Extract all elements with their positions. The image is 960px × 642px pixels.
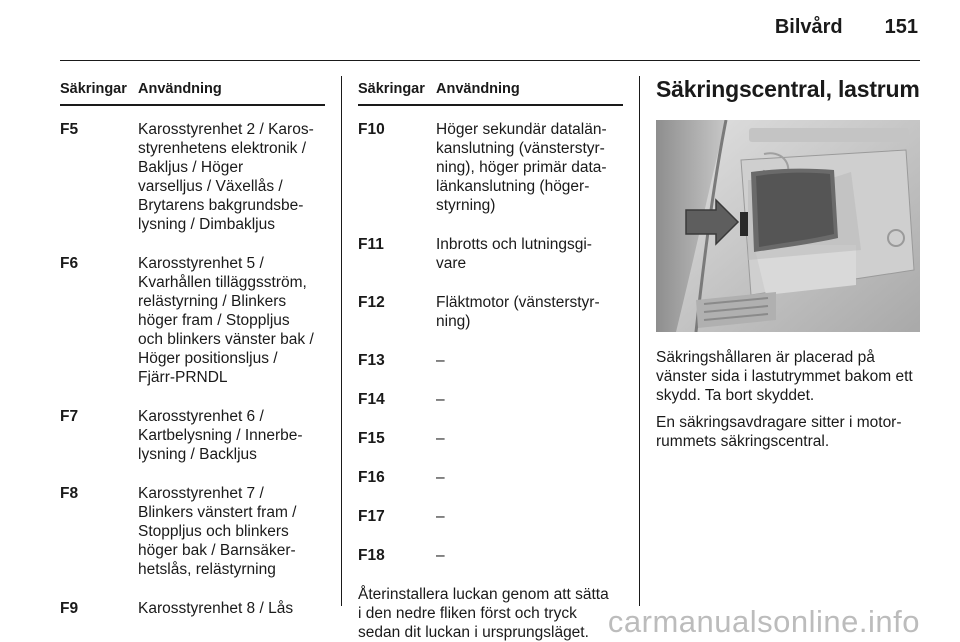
header-divider xyxy=(60,60,920,61)
section-title: Bilvård xyxy=(774,16,843,38)
reinstall-note: Återinstallera luckan genom att sätta i den nedre fliken först och tryck sedan dit luckan i ursprungsläget. xyxy=(358,586,609,641)
fuse-id: F13 xyxy=(358,352,385,369)
fuse-id: F16 xyxy=(358,469,385,486)
page-number: 151 xyxy=(884,16,918,38)
col-header-fuse: Säkringar xyxy=(358,81,425,97)
table-row xyxy=(60,484,325,579)
fuse-usage: Höger sekundär datalän- kanslutning (vänsterstyr- ning), höger primär data- länkanslutning (höger- styrning) xyxy=(436,121,607,214)
fuse-id: F17 xyxy=(358,508,385,525)
fuse-table-right xyxy=(358,80,623,642)
column-divider xyxy=(341,76,342,606)
fuse-id: F14 xyxy=(358,391,385,408)
fuse-usage: Fläktmotor (vänsterstyr- ning) xyxy=(436,294,600,330)
fuse-usage: Karosstyrenhet 8 / Lås xyxy=(138,600,294,617)
fuse-usage: Karosstyrenhet 6 / Kartbelysning / Innerbe- lysning / Backljus xyxy=(138,408,303,463)
fuse-usage: – xyxy=(436,547,445,564)
col-header-fuse: Säkringar xyxy=(60,81,127,97)
section-heading: Säkringscentral, lastrum xyxy=(656,76,920,102)
trunk-photo xyxy=(656,120,920,332)
fuse-id: F12 xyxy=(358,294,385,311)
watermark: carmanualsonline.info xyxy=(607,604,920,639)
fuse-usage: – xyxy=(436,391,445,408)
table-row xyxy=(358,429,623,448)
fuse-table-left xyxy=(60,80,325,638)
fuse-id: F8 xyxy=(60,485,79,502)
table-row xyxy=(358,120,623,215)
fuse-id: F15 xyxy=(358,430,385,447)
table-row xyxy=(358,468,623,487)
fuse-id: F6 xyxy=(60,255,79,272)
location-paragraph: Säkringshållaren är placerad på vänster sida i lastutrymmet bakom ett skydd. Ta bort skyddet. xyxy=(656,349,913,404)
fuse-id: F18 xyxy=(358,547,385,564)
fuse-usage: Karosstyrenhet 2 / Karos- styrenhetens elektronik / Bakljus / Höger varselljus / Växellås / Brytarens bakgrundsbe- lysning / Dimbakljus xyxy=(138,121,314,233)
fuse-usage: Karosstyrenhet 7 / Blinkers vänstert fram / Stoppljus och blinkers höger bak / Barnsäker- hetslås, relästyrning xyxy=(138,485,297,578)
table-body xyxy=(358,120,623,565)
table-row xyxy=(358,390,623,409)
fuse-id: F5 xyxy=(60,121,79,138)
page-header xyxy=(775,16,918,39)
fuse-id: F10 xyxy=(358,121,385,138)
fuse-usage: – xyxy=(436,508,445,525)
table-row xyxy=(358,351,623,370)
table-row xyxy=(60,120,325,234)
fuse-usage: Inbrotts och lutningsgi- vare xyxy=(436,236,592,272)
col-header-use: Användning xyxy=(436,81,520,97)
fuse-usage: Karosstyrenhet 5 / Kvarhållen tilläggsström, relästyrning / Blinkers höger fram / Stoppljus och blinkers vänster bak / Höger positionsljus / Fjärr-PRNDL xyxy=(138,255,314,386)
col-header-use: Användning xyxy=(138,81,222,97)
fuse-id: F7 xyxy=(60,408,79,425)
table-row xyxy=(60,407,325,464)
table-row xyxy=(358,507,623,526)
fuse-usage: – xyxy=(436,469,445,486)
fuse-id: F11 xyxy=(358,236,384,253)
table-row xyxy=(358,235,623,273)
fuse-usage: – xyxy=(436,352,445,369)
fuse-id: F9 xyxy=(60,600,79,617)
table-row xyxy=(60,254,325,387)
table-row xyxy=(358,546,623,565)
column-divider xyxy=(639,76,640,606)
table-row xyxy=(358,293,623,331)
table-header xyxy=(60,80,325,106)
trunk-illustration xyxy=(656,120,920,332)
fuse-usage: – xyxy=(436,430,445,447)
table-header xyxy=(358,80,623,106)
puller-paragraph: En säkringsavdragare sitter i motor- rummets säkringscentral. xyxy=(656,414,902,450)
table-body xyxy=(60,120,325,618)
table-row xyxy=(60,599,325,618)
trunk-fuse-section xyxy=(656,76,920,451)
